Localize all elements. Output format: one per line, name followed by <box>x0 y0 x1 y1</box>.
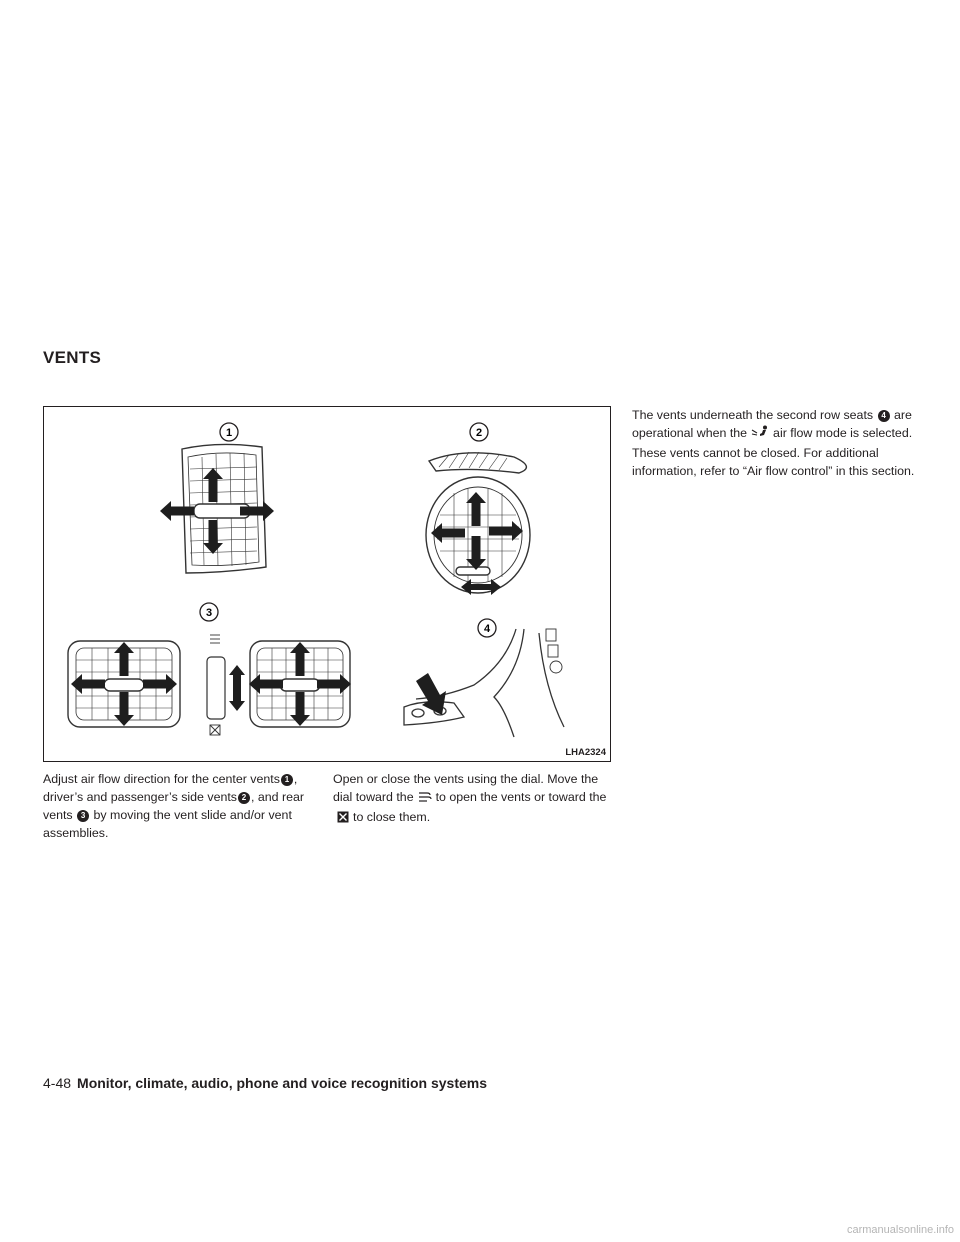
vent-closed-icon <box>337 810 349 828</box>
vents-diagram <box>44 407 610 761</box>
paragraph-floor-vents: The vents underneath the second row seats 4 are operational when the air flow mode is selected. These vents cannot be closed. For additional information, refer to “Air flow control” in this section. <box>632 408 915 478</box>
svg-text:2: 2 <box>475 427 483 439</box>
page-number: 4-48 <box>43 1075 72 1091</box>
callout-2 <box>468 421 490 443</box>
figure-code: LHA2324 <box>565 747 606 758</box>
svg-text:1: 1 <box>225 427 233 439</box>
callout-1 <box>218 421 240 443</box>
svg-text:4: 4 <box>483 623 491 635</box>
callout-3 <box>198 601 220 623</box>
vents-illustration <box>43 406 611 762</box>
section-title: VENTS <box>43 348 102 367</box>
callout-ref-2: 2 <box>238 792 250 804</box>
vent-open-icon <box>418 790 432 808</box>
chapter-title: Monitor, climate, audio, phone and voice recognition systems <box>77 1075 487 1091</box>
page-footer <box>43 1075 487 1091</box>
callout-ref-4: 4 <box>878 410 890 422</box>
callout-ref-1: 1 <box>281 774 293 786</box>
foot-airflow-icon <box>751 425 769 444</box>
paragraph-adjust-airflow: Adjust air flow direction for the center vents 1 , driver’s and passenger’s side vents 2 , and rear vents 3 by moving the vent slide and/or vent assemblies. <box>43 772 305 840</box>
svg-text:3: 3 <box>205 607 213 619</box>
callout-ref-3: 3 <box>77 810 89 822</box>
callout-4 <box>476 617 498 639</box>
watermark: carmanualsonline.info <box>846 1224 954 1236</box>
paragraph-dial: Open or close the vents using the dial. Move the dial toward the to open the vents or toward theto close them. <box>333 770 611 828</box>
